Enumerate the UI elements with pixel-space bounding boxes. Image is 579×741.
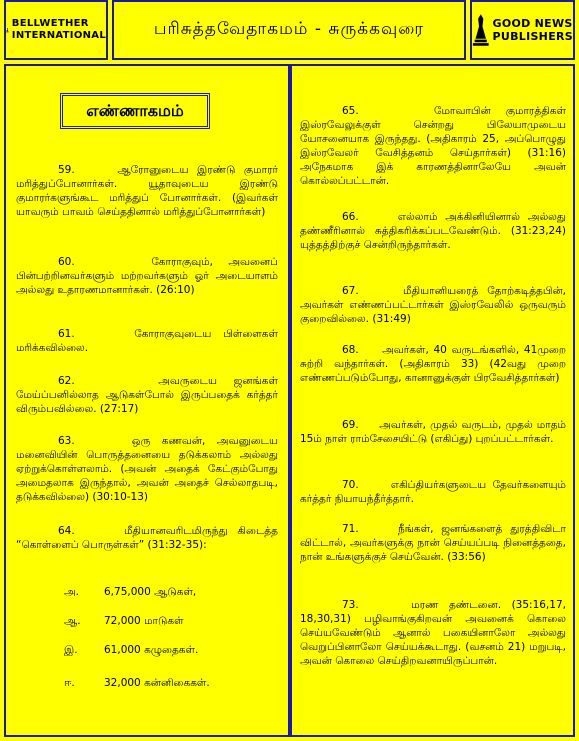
para-num: 64. xyxy=(58,525,75,537)
para-num: 63. xyxy=(58,435,75,447)
paragraph-67 xyxy=(300,284,566,326)
left-logo-line2: INTERNATIONAL xyxy=(11,30,106,41)
para-text: மரண தண்டனை. (35:16,17, 18,30,31) பழிவாங்குகிறவன் அவனைக் கொலை செய்யவேண்டும் ஆனால் பகையினாலோ அல்லது வெறுப்பினாலோ செய்யக்கூடாது. (வசனம் 21) மறுபடி, அவன் கொலை செய்திறவனாயிருப்பான். xyxy=(300,599,566,667)
item-label: அ. xyxy=(64,586,80,598)
item-value: 72,000 மாடுகள் xyxy=(104,615,184,627)
para-num: 66. xyxy=(342,211,359,223)
para-text: மோவாபின் குமாரத்திகள் இஸ்ரவேலுக்குள் சென்றது பிலேயாமுடைய யோசனையாக இருந்தது. (அதிகாரம் 25, அப்பொழுது இஸ்ரவேலர் வேசித்தனம் செய்தார்கள்) (31:16) அநேகமாக இக் காரணத்தினாலேயே அவன் கொல்லப்பட்டான். xyxy=(300,105,566,187)
item-value: 61,000 கழுதைகள். xyxy=(104,644,199,656)
page-title: பரிசுத்தவேதாகமம் - சுருக்கவுரை xyxy=(153,19,425,39)
item-label: ஈ. xyxy=(64,677,75,689)
bellwether-logo xyxy=(4,0,108,60)
paragraph-71 xyxy=(300,522,566,564)
paragraph-73 xyxy=(300,598,566,668)
para-text: கோராகுவுடைய பிள்ளைகள் மரிக்கவில்லை. xyxy=(16,328,278,354)
paragraph-68 xyxy=(300,343,566,385)
para-text: அவர்கள், முதல் வருடம், முதல் மாதம் 15ம் நாள் ராம்சேசையிட்டு (எகிப்து) புறப்பட்டார்கள். xyxy=(300,419,566,445)
para-text: கோராகுவும், அவனைப் பின்பற்றினவர்களும் மற்றவர்களும் ஓர் அடையாளம் அல்லது உதாரணமானார்கள். (26:10) xyxy=(16,256,278,296)
good-news-logo xyxy=(470,0,575,60)
para-num: 62. xyxy=(58,375,75,387)
section-heading xyxy=(60,93,210,129)
page-title-box xyxy=(112,0,466,60)
para-text: மீதியானவரிடமிருந்து கிடைத்த “கொள்ளைப் பொருள்கள்” (31:32-35): xyxy=(16,525,278,551)
para-num: 67. xyxy=(342,285,359,297)
para-num: 59. xyxy=(58,164,75,176)
para-num: 73. xyxy=(342,599,359,611)
para-text: நீங்கள், ஜனங்களைத் துரத்திவிடா விட்டால், அவர்களுக்கு நான் செய்யப்படி நினைத்ததை, நான் உங்களுக்குச் செய்வேன். (33:56) xyxy=(300,523,566,563)
para-num: 60. xyxy=(58,256,75,268)
paragraph-69 xyxy=(300,418,566,446)
item-label: இ. xyxy=(64,644,78,656)
paragraph-63 xyxy=(16,434,278,504)
para-text: ஆரோனுடைய இரண்டு குமாரர் மரித்துப்போனார்கள். யூதாவுடைய இரண்டு குமாரர்களுங்கூட மரித்துப் போனார்கள். (இவர்கள் யாவரும் பாவம் செய்ததினால் மரித்துப்போனார்கள்) xyxy=(16,164,278,218)
bell-icon xyxy=(6,10,9,50)
paragraph-62 xyxy=(16,374,278,416)
item-value: 32,000 கன்னிகைகள். xyxy=(104,677,210,689)
paragraph-60 xyxy=(16,255,278,297)
paragraph-65 xyxy=(300,104,566,188)
para-text: மீதியானியரைத் தோற்கடித்தபின், அவர்கள் எண்ணப்பட்டார்கள் இஸ்ரவேலில் ஒருவரும் குறைவில்லை. (31:49) xyxy=(300,285,566,325)
statue-icon xyxy=(472,10,489,50)
para-num: 61. xyxy=(58,328,75,340)
para-num: 70. xyxy=(342,479,359,491)
right-logo-line2: PUBLISHERS xyxy=(492,30,573,43)
paragraph-61 xyxy=(16,327,278,355)
para-num: 69. xyxy=(342,419,359,431)
para-num: 68. xyxy=(342,344,359,356)
item-label: ஆ. xyxy=(64,615,81,627)
item-value: 6,75,000 ஆடுகள், xyxy=(104,586,197,598)
para-text: அவர்கள், 40 வருடங்களில், 41முறை சுற்றி வந்தார்கள். (அதிகாரம் 33) (42வது முறை எண்ணப்படும்போது, கானானுக்குள் பிரவேசித்தார்கள்) xyxy=(300,344,566,384)
para-text: எல்லாம் அக்கினியினால் அல்லது தண்ணீரினால் சுத்திகரிக்கப்படவேண்டும். (31:23,24) யுத்தத்திற்குச் சென்றிருந்தார்கள். xyxy=(300,211,566,251)
para-text: அவருடைய ஜனங்கள் மேய்ப்பனில்லாத ஆடுகள்போல் இருப்பதைக் கர்த்தர் விரும்பவில்லை. (27:17) xyxy=(16,375,278,415)
paragraph-66 xyxy=(300,210,566,252)
paragraph-59 xyxy=(16,163,278,219)
para-num: 65. xyxy=(342,105,359,117)
para-text: எகிப்தியர்களுடைய தேவர்களையும் கர்த்தர் நியாயந்தீர்த்தார். xyxy=(300,479,566,505)
para-text: ஒரு கணவன், அவனுடைய மனைவியின் பொருத்தனையை தடுக்கலாம் அல்லது ஏற்றுக்கொள்ளலாம். (அவன் அதைக் கேட்கும்போது அமைதலாக இருந்தால், அவன் அதைச் செல்லாதபடி, தடுக்கவில்லை) (30:10-13) xyxy=(16,435,278,503)
section-title: எண்ணாகமம் xyxy=(86,100,184,120)
right-logo-line1: GOOD NEWS xyxy=(492,17,573,30)
paragraph-70 xyxy=(300,478,566,506)
para-num: 71. xyxy=(342,523,359,535)
left-logo-line1: BELLWETHER xyxy=(11,18,89,29)
paragraph-64 xyxy=(16,524,278,552)
